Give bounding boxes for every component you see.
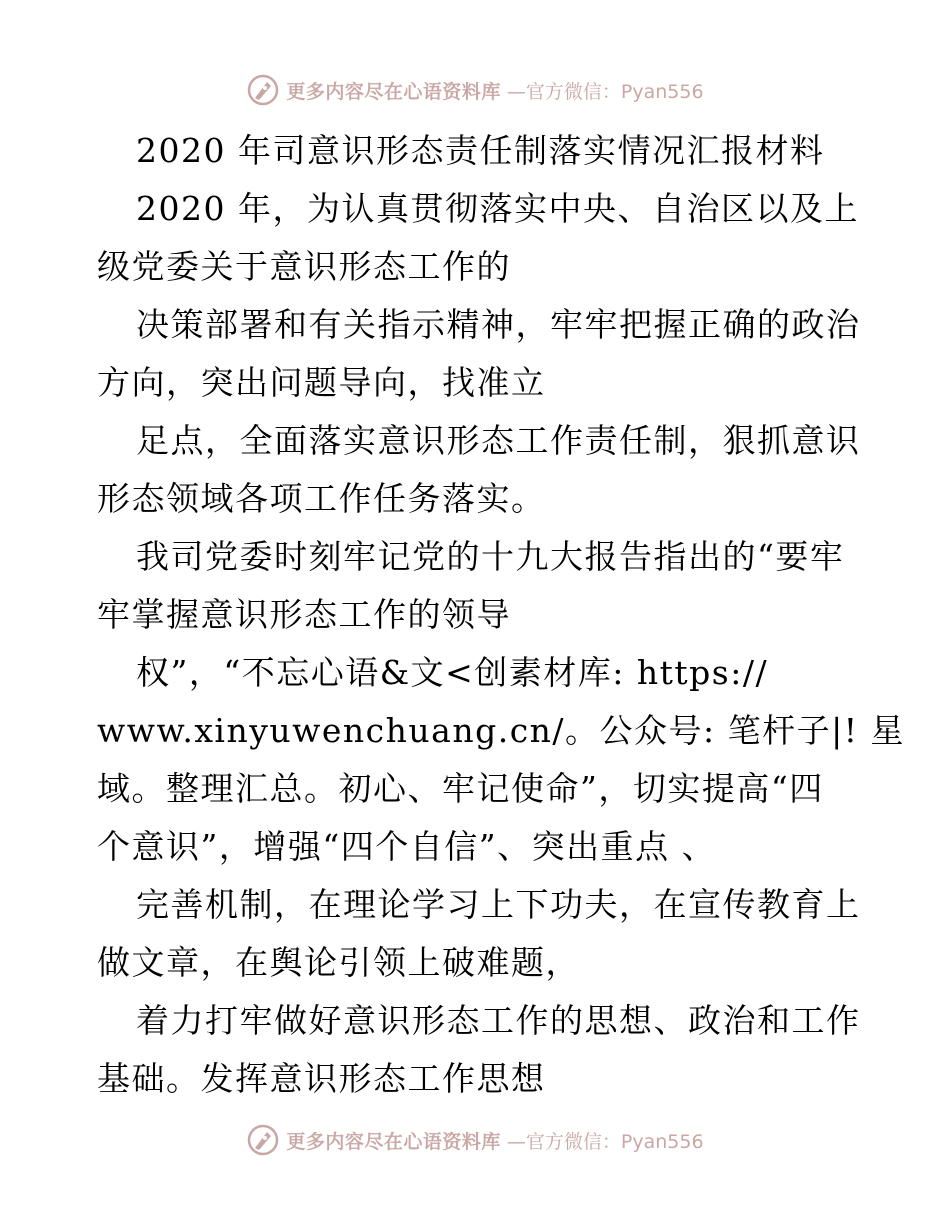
paragraph-line: 方向，突出问题导向，找准立 [97,363,546,402]
paragraph-line: 我司党委时刻牢记党的十九大报告指出的“要牢 [136,537,845,576]
paragraph-line: 权”，“不忘心语&文<创素材库: https:// [136,653,769,692]
banner-title: 更多内容尽在心语资料库 [286,1130,501,1153]
banner-wechat: —官方微信：Pyan556 [506,1130,704,1153]
paragraph-line: 完善机制，在理论学习上下功夫，在宣传教育上 [136,885,861,924]
pen-nib-circle-icon [246,1123,280,1157]
paragraph-line: 决策部署和有关指示精神，牢牢把握正确的政治 [136,305,861,344]
paragraph-line: 2020 年，为认真贯彻落实中央、自治区以及上 [136,189,859,228]
paragraph-line: 域。整理汇总。初心、牢记使命”，切实提高“四 [97,769,824,808]
document-title: 2020 年司意识形态责任制落实情况汇报材料 [136,131,825,170]
paragraph-line: 级党委关于意识形态工作的 [97,247,511,286]
paragraph-line: 个意识”，增强“四个自信”、突出重点 、 [97,827,717,866]
paragraph-line: 基础。发挥意识形态工作思想 [97,1059,546,1098]
paragraph-line: 形态领域各项工作任务落实。 [97,479,546,518]
banner-title: 更多内容尽在心语资料库 [286,80,501,103]
banner-wechat: —官方微信：Pyan556 [506,80,704,103]
header-banner [0,70,950,110]
paragraph-line: 牢掌握意识形态工作的领导 [97,595,511,634]
paragraph-line: www.xinyuwenchuang.cn/。公众号: 笔杆子|! 星 [97,711,906,750]
footer-banner [0,1120,950,1160]
paragraph-line: 足点，全面落实意识形态工作责任制，狠抓意识 [136,421,861,460]
paragraph-line: 做文章，在舆论引领上破难题， [97,943,580,982]
paragraph-line: 着力打牢做好意识形态工作的思想、政治和工作 [136,1001,861,1040]
pen-nib-circle-icon [246,73,280,107]
